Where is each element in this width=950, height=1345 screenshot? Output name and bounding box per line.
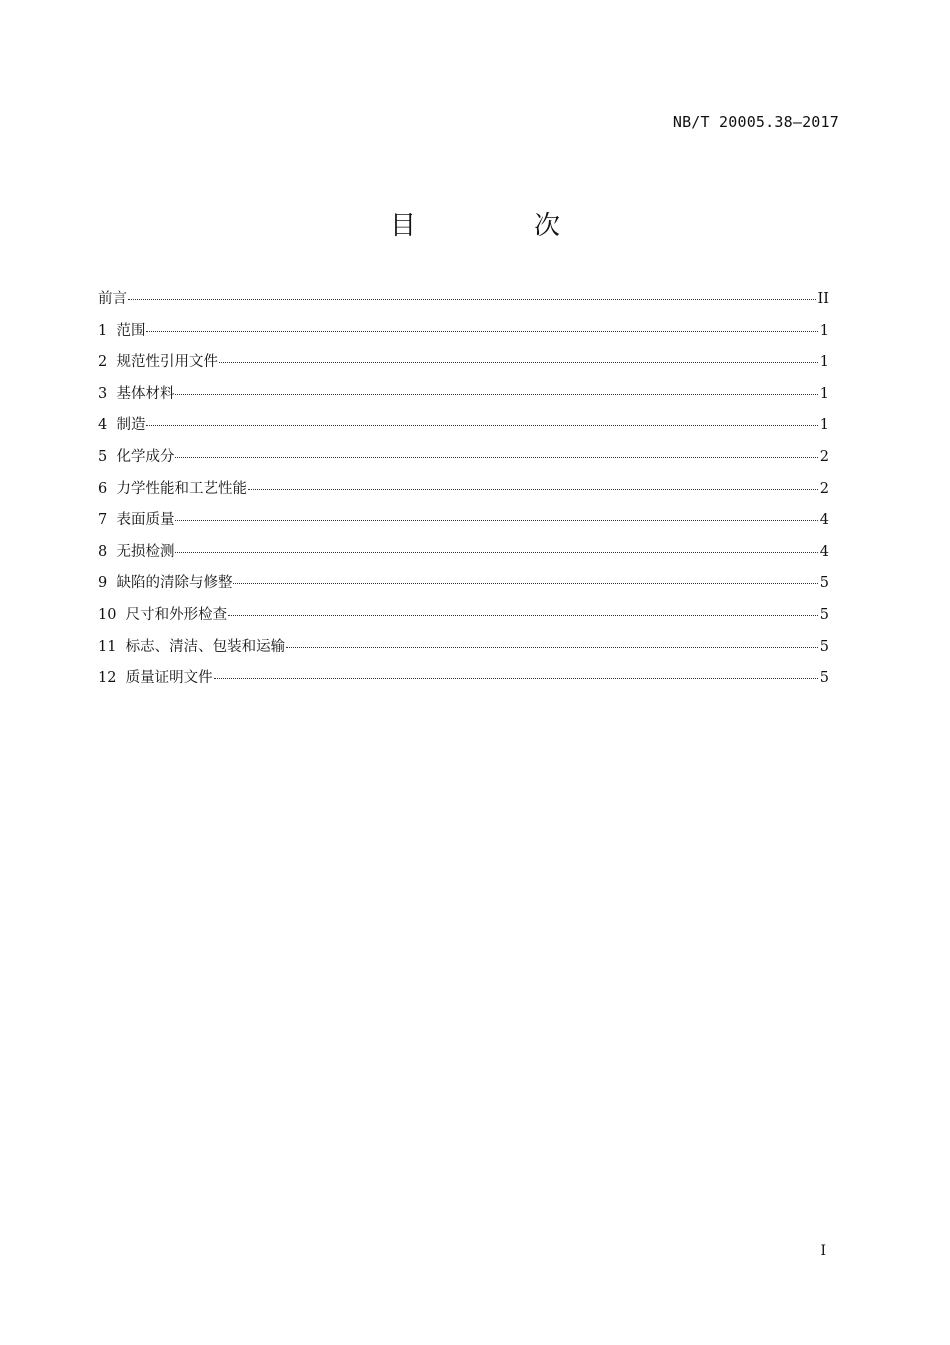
toc-number-gap <box>116 670 125 686</box>
toc-entry-marking-packaging[interactable] <box>98 635 829 667</box>
toc-number-gap <box>107 481 116 497</box>
toc-entry-quality-certificate[interactable] <box>98 666 829 698</box>
toc-entry-page: 2 <box>819 480 829 497</box>
table-of-contents <box>98 287 829 698</box>
toc-entry-number: 11 <box>98 638 117 655</box>
toc-entry-number: 9 <box>98 575 108 592</box>
toc-entry-base-material[interactable] <box>98 382 829 414</box>
toc-number-gap <box>107 323 116 339</box>
standard-code: NB/T 20005.38—2017 <box>672 113 839 131</box>
toc-entry-page: II <box>817 291 829 307</box>
toc-entry-label: 制造 <box>116 417 146 434</box>
toc-entry-page: 5 <box>819 575 829 592</box>
toc-number-gap <box>107 512 116 528</box>
toc-number-gap <box>107 417 116 433</box>
dot-leader <box>228 615 818 616</box>
toc-entry-label: 基体材料 <box>116 385 175 402</box>
dot-leader <box>248 489 818 490</box>
toc-entry-number: 2 <box>98 354 108 371</box>
toc-entry-surface-quality[interactable] <box>98 508 829 540</box>
toc-entry-number: 8 <box>98 543 108 560</box>
toc-entry-label: 规范性引用文件 <box>116 354 218 371</box>
toc-entry-page: 2 <box>819 448 829 465</box>
toc-entry-label: 化学成分 <box>116 448 175 465</box>
toc-entry-page: 1 <box>819 354 829 371</box>
toc-entry-number: 12 <box>98 670 117 687</box>
toc-entry-manufacture[interactable] <box>98 413 829 445</box>
dot-leader <box>146 425 817 426</box>
toc-entry-number: 7 <box>98 512 108 529</box>
toc-title: 目 次 <box>389 211 606 241</box>
toc-entry-page: 5 <box>819 670 829 687</box>
toc-entry-page: 1 <box>819 385 829 402</box>
toc-entry-number: 5 <box>98 448 108 465</box>
toc-entry-page: 4 <box>819 512 829 529</box>
toc-entry-dimension-inspection[interactable] <box>98 603 829 635</box>
toc-number-gap <box>107 544 116 560</box>
dot-leader <box>175 552 817 553</box>
toc-entry-label: 范围 <box>116 322 146 339</box>
toc-entry-chemical-composition[interactable] <box>98 445 829 477</box>
toc-entry-number: 4 <box>98 417 108 434</box>
toc-entry-page: 5 <box>819 606 829 623</box>
dot-leader <box>128 299 816 300</box>
toc-entry-label: 缺陷的清除与修整 <box>116 575 233 592</box>
toc-entry-page: 4 <box>819 543 829 560</box>
toc-entry-mechanical-properties[interactable] <box>98 477 829 509</box>
dot-leader <box>286 647 818 648</box>
toc-entry-number: 1 <box>98 322 108 339</box>
dot-leader <box>146 331 817 332</box>
toc-entry-number: 6 <box>98 480 108 497</box>
toc-number-gap <box>107 386 116 402</box>
dot-leader <box>219 362 818 363</box>
dot-leader <box>214 678 818 679</box>
toc-entry-normative-references[interactable] <box>98 350 829 382</box>
toc-entry-preface[interactable] <box>98 287 829 319</box>
dot-leader <box>175 520 817 521</box>
dot-leader <box>175 394 817 395</box>
toc-entry-nondestructive-testing[interactable] <box>98 540 829 572</box>
toc-entry-number: 3 <box>98 385 108 402</box>
toc-entry-label: 表面质量 <box>116 512 175 529</box>
page-number: I <box>820 1243 826 1259</box>
toc-entry-defect-removal[interactable] <box>98 571 829 603</box>
toc-entry-label: 质量证明文件 <box>125 670 213 687</box>
toc-entry-scope[interactable] <box>98 319 829 351</box>
toc-entry-label: 尺寸和外形检查 <box>125 606 228 623</box>
toc-entry-label: 力学性能和工艺性能 <box>116 480 247 497</box>
dot-leader <box>175 457 817 458</box>
toc-number-gap <box>107 575 116 591</box>
toc-entry-label: 前言 <box>98 291 127 307</box>
toc-entry-page: 1 <box>819 417 829 434</box>
toc-number-gap <box>116 607 125 623</box>
toc-entry-number: 10 <box>98 606 117 623</box>
dot-leader <box>233 583 817 584</box>
toc-entry-label: 无损检测 <box>116 543 175 560</box>
toc-number-gap <box>116 639 125 655</box>
toc-entry-label: 标志、清洁、包装和运输 <box>125 638 286 655</box>
toc-number-gap <box>107 449 116 465</box>
toc-number-gap <box>107 354 116 370</box>
toc-entry-page: 5 <box>819 638 829 655</box>
toc-entry-page: 1 <box>819 322 829 339</box>
